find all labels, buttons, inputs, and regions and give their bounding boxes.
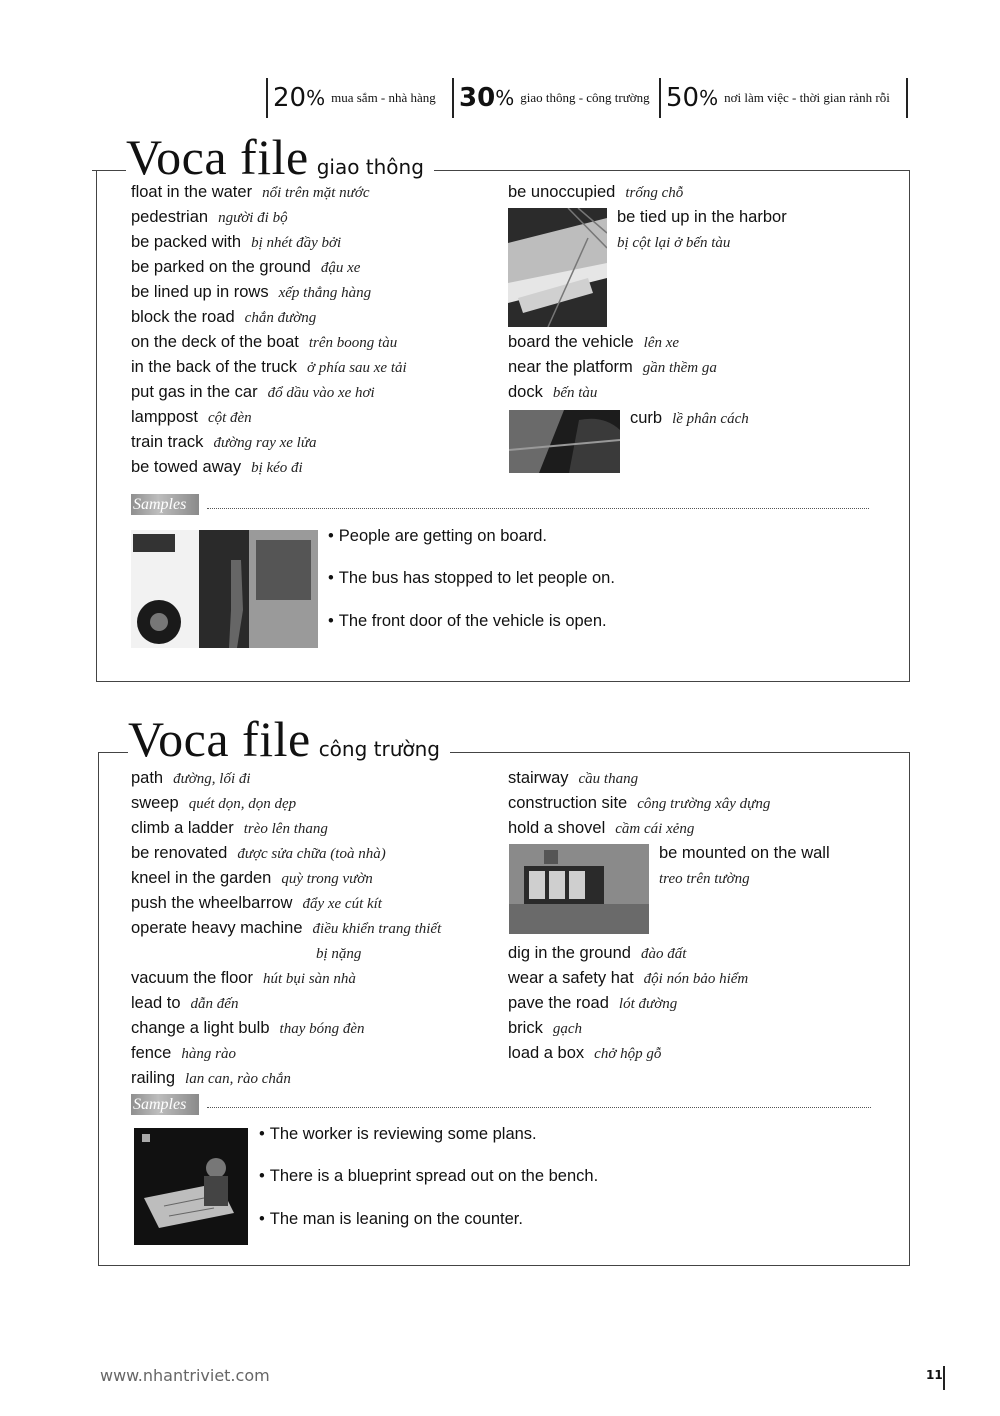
samples-dotted-rule xyxy=(207,1107,871,1108)
vocab-item: climb a ladder trèo lên thang xyxy=(131,819,328,837)
section-title-traffic xyxy=(126,128,434,186)
vocab-item: lamppost cột đèn xyxy=(131,408,252,426)
tab-percent-sign: % xyxy=(306,86,326,110)
tab-percent: 20 xyxy=(273,83,307,113)
vocab-item: railing lan can, rào chắn xyxy=(131,1069,291,1087)
page-number: 11 xyxy=(926,1368,943,1382)
tab-label: mua sắm - nhà hàng xyxy=(331,90,436,105)
category-tabs xyxy=(266,78,911,118)
vocab-item: operate heavy machine điều khiển trang thiết xyxy=(131,919,442,937)
tab-workplace-leisure xyxy=(659,78,890,118)
section-subtitle: giao thông xyxy=(316,155,424,179)
vocab-item: board the vehicle lên xe xyxy=(508,333,680,351)
vocab-item: kneel in the garden quỳ trong vườn xyxy=(131,869,373,887)
page-number-bar xyxy=(943,1366,945,1390)
tab-shopping-restaurant xyxy=(266,78,436,118)
tab-end-divider xyxy=(906,78,908,118)
section-title: Voca file xyxy=(126,129,309,185)
sample-sentence: • The bus has stopped to let people on. xyxy=(328,569,615,587)
vocab-item: fence hàng rào xyxy=(131,1044,236,1062)
vocab-item: be unoccupied trống chỗ xyxy=(508,183,684,201)
worker-blueprint-photo xyxy=(134,1128,248,1245)
sample-sentence: • The man is leaning on the counter. xyxy=(259,1210,523,1228)
vocab-item: float in the water nổi trên mặt nước xyxy=(131,183,370,201)
vocab-item: brick gạch xyxy=(508,1019,583,1037)
vocab-item: put gas in the car đổ dầu vào xe hơi xyxy=(131,383,375,401)
vocab-item: pave the road lót đường xyxy=(508,994,678,1012)
title-rule-left xyxy=(92,170,122,171)
vocab-item: change a light bulb thay bóng đèn xyxy=(131,1019,365,1037)
section-title-construction xyxy=(128,710,450,768)
vocab-item: be parked on the ground đậu xe xyxy=(131,258,361,276)
tab-percent-sign: % xyxy=(699,86,719,110)
vocab-item: construction site công trường xây dựng xyxy=(508,794,771,812)
vocab-item: push the wheelbarrow đẩy xe cút kít xyxy=(131,894,382,912)
vocab-item: train track đường ray xe lửa xyxy=(131,433,317,451)
vocab-item: be towed away bị kéo đi xyxy=(131,458,303,476)
sample-sentence: • People are getting on board. xyxy=(328,527,548,545)
curb-photo xyxy=(509,410,620,473)
samples-label: Samples xyxy=(131,494,199,515)
title-rule-left xyxy=(98,752,128,753)
vocab-item: vacuum the floor hút bụi sàn nhà xyxy=(131,969,356,987)
vocab-item: be renovated được sửa chữa (toà nhà) xyxy=(131,844,386,862)
vocab-item: be lined up in rows xếp thẳng hàng xyxy=(131,283,372,301)
tab-percent: 50 xyxy=(666,83,700,113)
footer-website: www.nhantriviet.com xyxy=(100,1366,270,1385)
vocab-item-translation: bị nặng xyxy=(316,946,362,962)
section-title: Voca file xyxy=(128,711,311,767)
vocab-item: wear a safety hat đội nón bảo hiểm xyxy=(508,969,749,987)
vocab-item: stairway cầu thang xyxy=(508,769,639,787)
bus-boarding-photo xyxy=(131,530,318,648)
vocab-item: block the road chắn đường xyxy=(131,308,317,326)
tab-traffic-construction xyxy=(452,78,650,118)
harbor-boats-photo xyxy=(508,208,607,327)
tab-label: giao thông - công trường xyxy=(520,90,650,105)
vocab-item-translation: bị cột lại ở bến tàu xyxy=(617,235,731,251)
vocab-item: load a box chở hộp gỗ xyxy=(508,1044,662,1062)
tab-percent: 30 xyxy=(459,83,496,113)
vocab-item: dock bến tàu xyxy=(508,383,598,401)
vocab-item: hold a shovel cầm cái xẻng xyxy=(508,819,695,837)
sample-sentence: • There is a blueprint spread out on the bench. xyxy=(259,1167,599,1185)
vocab-item: be packed with bị nhét đầy bởi xyxy=(131,233,342,251)
vocab-item: lead to dẫn đến xyxy=(131,994,239,1012)
vocab-item: pedestrian người đi bộ xyxy=(131,208,288,226)
wall-mounted-rack-photo xyxy=(509,844,649,934)
vocab-item: sweep quét dọn, dọn dẹp xyxy=(131,794,297,812)
vocab-item: dig in the ground đào đất xyxy=(508,944,687,962)
samples-dotted-rule xyxy=(207,508,869,509)
vocab-item-translation: treo trên tường xyxy=(659,871,750,887)
samples-label: Samples xyxy=(131,1094,199,1115)
tab-percent-sign: % xyxy=(495,86,515,110)
vocab-item: in the back of the truck ở phía sau xe tải xyxy=(131,358,407,376)
vocab-item: be mounted on the wall xyxy=(659,844,830,862)
tab-label: nơi làm việc - thời gian rảnh rỗi xyxy=(724,90,890,105)
vocab-item: be tied up in the harbor xyxy=(617,208,787,226)
sample-sentence: • The front door of the vehicle is open. xyxy=(328,612,607,630)
section-subtitle: công trường xyxy=(318,737,440,761)
vocab-item: path đường, lối đi xyxy=(131,769,251,787)
sample-sentence: • The worker is reviewing some plans. xyxy=(259,1125,537,1143)
vocab-item: on the deck of the boat trên boong tàu xyxy=(131,333,398,351)
vocab-item: near the platform gần thềm ga xyxy=(508,358,717,376)
vocab-item: curb lề phân cách xyxy=(630,409,749,427)
